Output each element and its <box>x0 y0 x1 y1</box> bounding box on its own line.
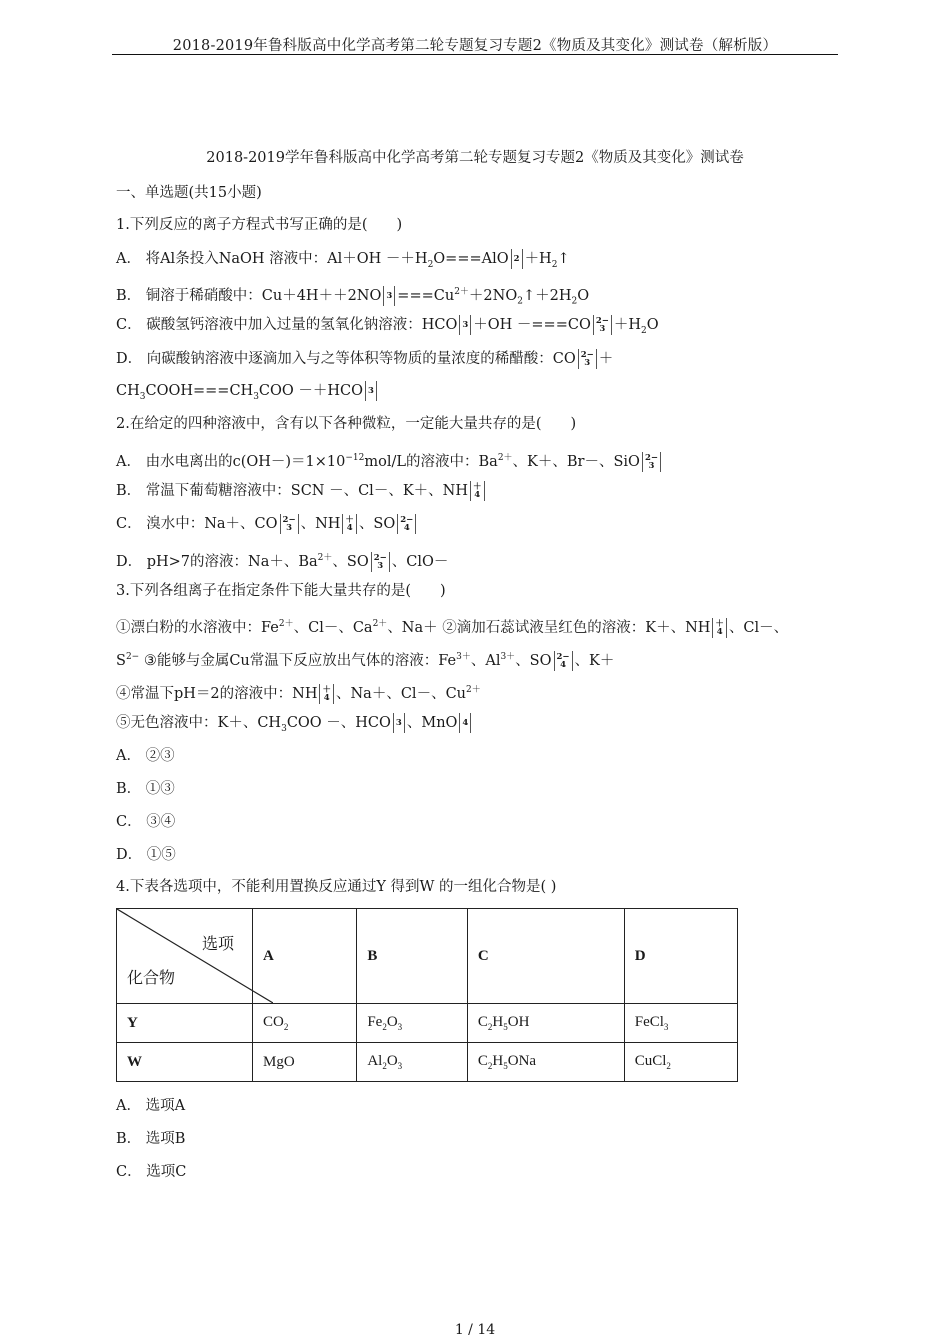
diag-header-compound: 化合物 <box>127 970 176 987</box>
q4-option-b: B． 选项B <box>116 1131 186 1147</box>
q4-option-c: C． 选项C <box>116 1164 187 1180</box>
column-header-a: A <box>253 909 357 1004</box>
diagonal-header-cell <box>117 909 253 1004</box>
page-number: 1 / 14 <box>454 1322 496 1338</box>
q1-option-d-cont: $CH_3COOH===CH_3COO -+HCO$ 3 <box>116 380 836 408</box>
row-label-y: Y <box>117 1004 253 1043</box>
q1-option-c: C． 碳酸氢钙溶液中加入过量的氢氧化钠溶液：HCO 3 ＋OH －===CO 2− 3 $+H_2O$ <box>116 316 659 336</box>
cell-y-a: $CO_2$ <box>253 1004 357 1043</box>
row-label-w: W <box>117 1043 253 1082</box>
q4-stem: 4.下表各选项中，不能利用置换反应通过Y 得到W 的一组化合物是( ) <box>116 879 557 895</box>
document-title: 2018-2019学年鲁科版高中化学高考第二轮专题复习专题2《物质及其变化》测试卷 <box>206 150 744 166</box>
q3-condition-1-2: ①漂白粉的水溶液中：$Fe^{2+}$、Cl－、$Ca^{2+}$、Na＋ ②滴加石蕊试液呈红色的溶液：K＋、NH ＋ 4 、Cl－、 <box>116 618 789 637</box>
diagonal-line <box>117 909 273 1003</box>
q3-option-c: C． ③④ <box>116 814 176 830</box>
q4-compound-table <box>116 908 738 1082</box>
header-divider <box>112 54 838 55</box>
q3-option-d: D． ①⑤ <box>116 847 176 863</box>
q3-option-b: B． ①③ <box>116 781 175 797</box>
diag-header-options: 选项 <box>201 936 234 953</box>
q1-stem: 1.下列反应的离子方程式书写正确的是( ) <box>116 217 403 233</box>
q3-condition-4: ④常温下pH＝2的溶液中：NH ＋ 4 、Na＋、Cl－、$Cu^{2+}$ <box>116 684 481 703</box>
q2-stem: 2.在给定的四种溶液中，含有以下各种微粒，一定能大量共存的是( ) <box>116 416 577 432</box>
page-header: 2018-2019年鲁科版高中化学高考第二轮专题复习专题2《物质及其变化》测试卷（解析版） <box>172 38 778 54</box>
table-header-row <box>117 909 738 1004</box>
cell-y-b: $Fe_2O_3$ <box>357 1004 468 1043</box>
q3-option-a: A． ②③ <box>116 748 175 764</box>
q1-option-b: B． 铜溶于稀硝酸中：Cu＋4H＋＋2NO 3 $===Cu^{2+}+2NO_2↑+2H_2O$ <box>116 287 590 307</box>
column-header-d: D <box>624 909 737 1004</box>
q2-option-a: A． 由水电离出的$c(OH-)=1\times 10^{-12}mol/L$的溶液中：$Ba^{2+}$、K＋、Br－、SiO 2− 3 <box>116 447 836 473</box>
cell-y-d: FeCl$_3$ <box>624 1004 737 1043</box>
cell-y-c: $C_2H_5OH$ <box>467 1004 624 1043</box>
q1-option-d: D． 向碳酸钠溶液中逐滴加入与之等体积等物质的量浓度的稀醋酸：CO 2− 3 ＋ <box>116 350 614 368</box>
q2-option-c: C． 溴水中：Na＋、CO 2− 3 、NH ＋ 4 、SO 2− 4 <box>116 513 836 535</box>
section-heading: 一、单选题(共15小题) <box>116 185 262 201</box>
q2-option-b: B． 常温下葡萄糖溶液中：SCN －、Cl－、K＋、NH ＋ 4 <box>116 480 836 502</box>
cell-w-c: $C_2H_5ONa$ <box>467 1043 624 1082</box>
q3-condition-3: $S^{2-}$ ③能够与金属Cu常温下反应放出气体的溶液：$Fe^{3+}$、$Al^{3+}$、SO 2− 4 、K＋ <box>116 651 615 670</box>
table-row-w <box>117 1043 738 1082</box>
table-row-y <box>117 1004 738 1043</box>
q3-condition-5: ⑤无色溶液中：K＋、$CH_3COO$ －、HCO 3 、MnO 4 <box>116 712 836 740</box>
q3-stem: 3.下列各组离子在指定条件下能大量共存的是( ) <box>116 583 446 599</box>
cell-w-b: $Al_2O_3$ <box>357 1043 468 1082</box>
column-header-b: B <box>357 909 468 1004</box>
q1-option-a: A． 将Al条投入NaOH 溶液中：$Al+OH -+H_2O===AlO$ 2 $+H_2↑$ <box>116 251 570 270</box>
cell-w-d: CuCl$_2$ <box>624 1043 737 1082</box>
q4-option-a: A． 选项A <box>116 1098 186 1114</box>
cell-w-a: MgO <box>253 1043 357 1082</box>
q2-option-d: D． pH>7的溶液：Na＋、$Ba^{2+}$、SO 2− 3 、ClO－ <box>116 552 449 571</box>
column-header-c: C <box>467 909 624 1004</box>
